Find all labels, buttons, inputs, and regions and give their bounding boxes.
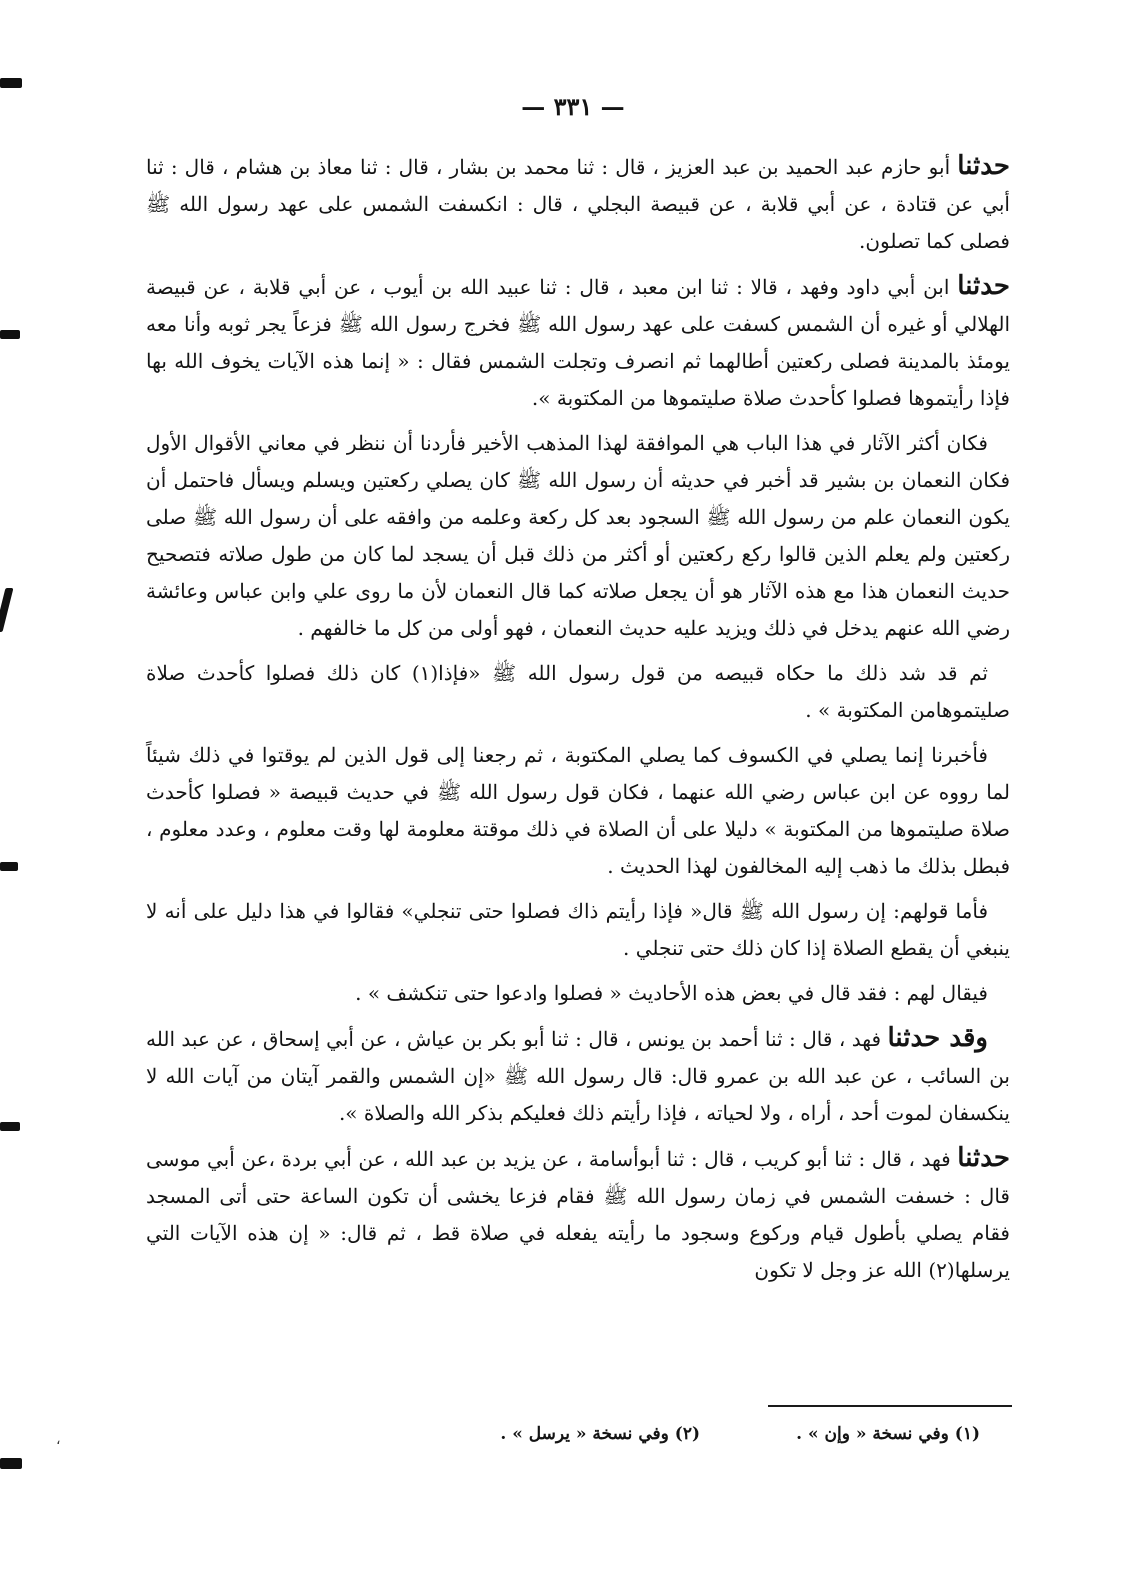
scan-edge-mark: [0, 862, 18, 871]
paragraph-text: فكان أكثر الآثار في هذا الباب هي الموافقة لهذا المذهب الأخير فأردنا أن ننظر في معاني الأقوال الأول فكان النعمان بن بشير قد أخبر في حديثه أن رسول الله ﷺ كان يصلي ركعتين ويسلم ويسأل فاحتمل أن يكون النعمان علم من رسول الله ﷺ السجود بعد كل ركعة وعلمه من وافقه على أن رسول الله ﷺ صلى ركعتين ولم يعلم الذين قالوا ركع ركعتين أو أكثر من ذلك قبل أن يسجد لما كان من طول صلاته فتصحيح حديث النعمان هذا مع هذه الآثار هو أن يجعل صلاته كما قال النعمان لأن ما روى علي وابن عباس وعائشة رضي الله عنهم يدخل في ذلك ويزيد عليه حديث النعمان ، فهو أولى من كل ما خالفهم .: [146, 431, 1010, 640]
paragraph-text: فيقال لهم : فقد قال في بعض هذه الأحاديث « فصلوا وادعوا حتى تنكشف » .: [355, 981, 988, 1005]
paragraph-text: ابن أبي داود وفهد ، قالا : ثنا ابن معبد ، قال : ثنا عبيد الله بن أيوب ، عن أبي قلابة ، عن قبيصة الهلالي أو غيره أن الشمس كسفت على عهد رسول الله ﷺ فخرج رسول الله ﷺ فزعاً يجر ثوبه وأنا معه يومئذ بالمدينة فصلى ركعتين أطالهما ثم انصرف وتجلت الشمس فقال : « إنما هذه الآيات يخوف الله بها فإذا رأيتموها فصلوا كأحدث صلاة صليتموها من المكتوبة ».: [146, 275, 1010, 410]
page-body: [146, 148, 1010, 1297]
paragraph-text: فهد ، قال : ثنا أبو كريب ، قال : ثنا أبوأسامة ، عن يزيد بن عبد الله ، عن أبي بردة ،عن أبي موسى قال : خسفت الشمس في زمان رسول الله ﷺ فقام فزعا يخشى أن تكون الساعة حتى أتى المسجد فقام يصلي بأطول قيام وركوع وسجود ما رأيته يفعله في صلاة قط ، ثم قال: « إن هذه الآيات التي يرسلها(٢) الله عز وجل لا تكون: [146, 1147, 1010, 1282]
scan-edge-mark: [0, 1122, 20, 1131]
scan-edge-mark: [0, 330, 20, 339]
narration-lead: وقد حدثنا: [887, 1023, 988, 1053]
footnote-1: (١) وفي نسخة « وإن » .: [796, 1424, 980, 1444]
commentary-paragraph-1: [146, 425, 1010, 647]
narration-lead: حدثنا: [957, 271, 1010, 301]
scan-edge-mark: [0, 588, 13, 632]
paragraph-text: فأما قولهم: إن رسول الله ﷺ قال« فإذا رأيتم ذاك فصلوا حتى تنجلي» فقالوا في هذا دليل على أنه لا ينبغي أن يقطع الصلاة إذا كان ذلك حتى تنجلي .: [146, 899, 1010, 960]
narration-lead: حدثنا: [957, 1143, 1010, 1173]
margin-mark: ،: [56, 1432, 61, 1448]
paragraph-text: فأخبرنا إنما يصلي في الكسوف كما يصلي المكتوبة ، ثم رجعنا إلى قول الذين لم يوقتوا في ذلك شيئاً لما رووه عن ابن عباس رضي الله عنهما ، فكان قول رسول الله ﷺ في حديث قبيصة « فصلوا كأحدث صلاة صليتموها من المكتوبة » دليلا على أن الصلاة في ذلك موقتة معلومة لها وقت معلوم ، وعدد معلوم ، فبطل بذلك ما ذهب إليه المخالفون لهذا الحديث .: [146, 743, 1010, 878]
hadith-paragraph-1: [146, 148, 1010, 260]
paragraph-text: ثم قد شد ذلك ما حكاه قبيصه من قول رسول الله ﷺ «فإذا(١) كان ذلك فصلوا كأحدث صلاة صليتموهامن المكتوبة » .: [146, 661, 1010, 722]
footnote-2: (٢) وفي نسخة « يرسل » .: [500, 1424, 700, 1444]
paragraph-text: فهد ، قال : ثنا أحمد بن يونس ، قال : ثنا أبو بكر بن عياش ، عن أبي إسحاق ، عن عبد الله بن السائب ، عن عبد الله بن عمرو قال: قال رسول الله ﷺ «إن الشمس والقمر آيتان من آيات الله لا ينكسفان لموت أحد ، أراه ، ولا لحياته ، فإذا رأيتم ذلك فعليكم بذكر الله والصلاة ».: [146, 1027, 1010, 1125]
commentary-paragraph-4: [146, 893, 1010, 967]
commentary-paragraph-5: [146, 975, 1010, 1012]
commentary-paragraph-3: [146, 737, 1010, 885]
page-number: — ٣٣١ —: [521, 92, 625, 121]
hadith-paragraph-4: [146, 1140, 1010, 1289]
scan-edge-mark: [0, 1458, 22, 1469]
commentary-paragraph-2: [146, 655, 1010, 729]
scan-edge-mark: [0, 78, 22, 88]
narration-lead: حدثنا: [957, 151, 1010, 181]
hadith-paragraph-3: [146, 1020, 1010, 1132]
hadith-paragraph-2: [146, 268, 1010, 417]
footnote-separator: [768, 1405, 1012, 1407]
paragraph-text: أبو حازم عبد الحميد بن عبد العزيز ، قال : ثنا محمد بن بشار ، قال : ثنا معاذ بن هشام ، قال : ثنا أبي عن قتادة ، عن أبي قلابة ، عن قبيصة البجلي ، قال : انكسفت الشمس على عهد رسول الله ﷺ فصلى كما تصلون.: [146, 155, 1010, 253]
